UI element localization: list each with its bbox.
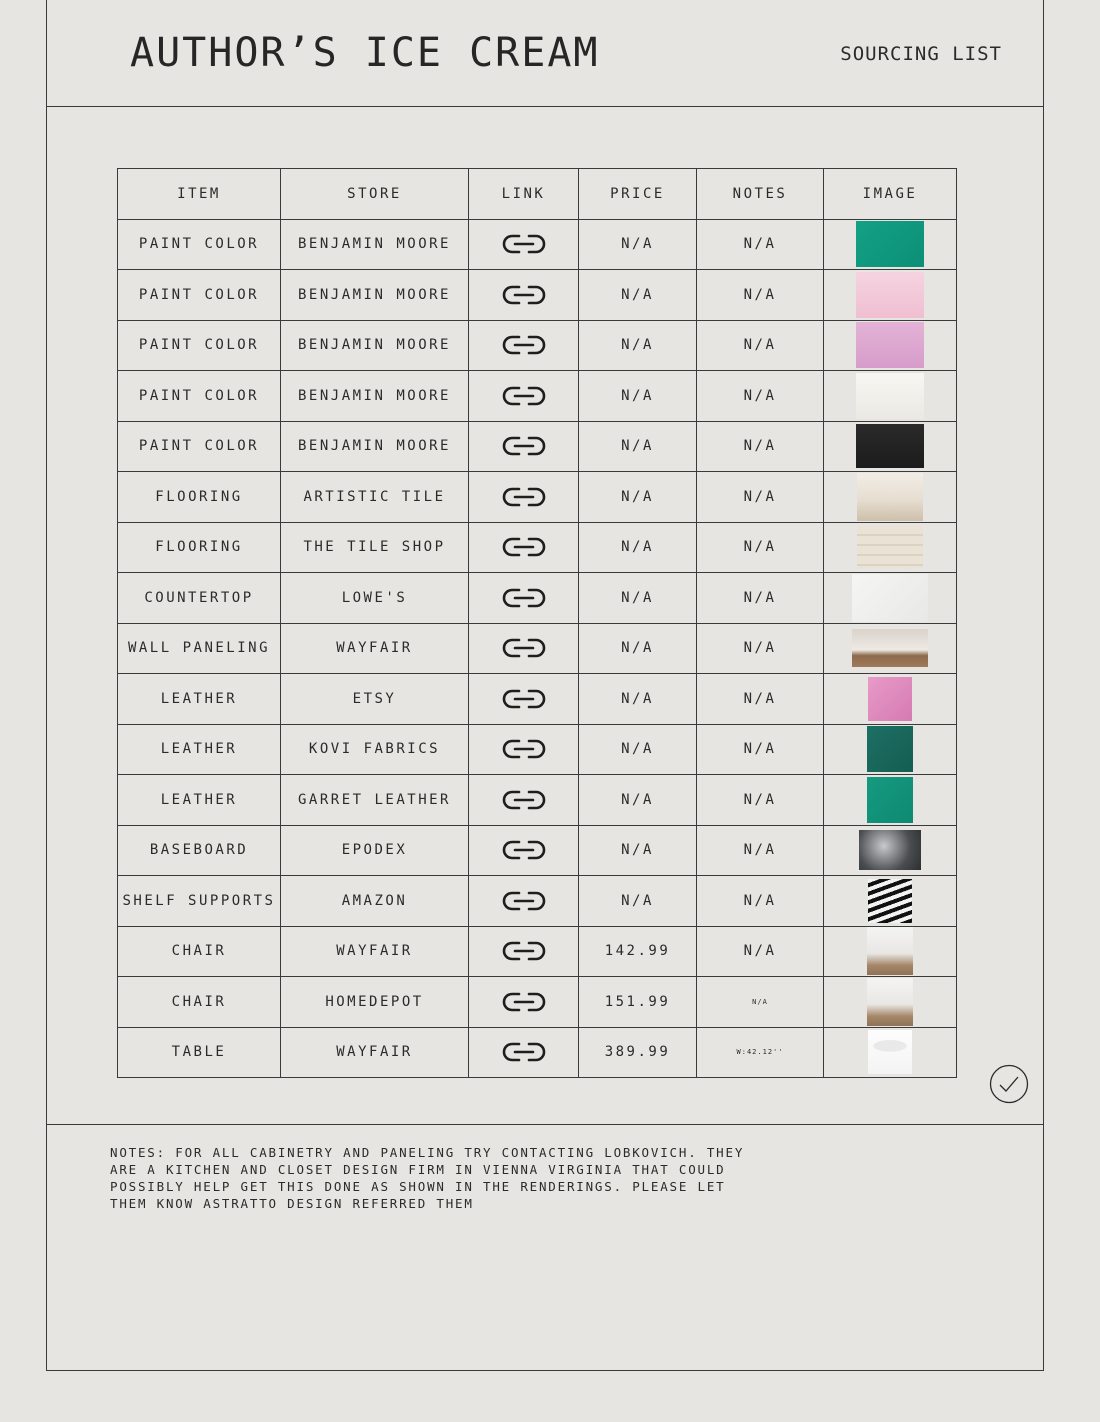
item-cell: LEATHER	[118, 674, 281, 725]
notes-cell: N/A	[697, 371, 824, 422]
pink-paint-swatch	[856, 322, 924, 368]
store-cell: HOMEDEPOT	[281, 977, 469, 1028]
table-row	[118, 724, 957, 775]
store-cell: BENJAMIN MOORE	[281, 371, 469, 422]
price-cell: N/A	[579, 219, 697, 270]
link-icon[interactable]	[501, 233, 547, 255]
notes-cell: N/A	[697, 219, 824, 270]
table-row	[118, 270, 957, 321]
link-icon[interactable]	[501, 486, 547, 508]
store-cell: AMAZON	[281, 876, 469, 927]
link-cell[interactable]	[469, 371, 579, 422]
image-cell	[824, 977, 957, 1028]
image-cell	[824, 825, 957, 876]
notes-cell: N/A	[697, 674, 824, 725]
link-icon[interactable]	[501, 435, 547, 457]
image-cell	[824, 775, 957, 826]
link-icon[interactable]	[501, 587, 547, 609]
wood-look-tile-photo	[857, 526, 923, 568]
table-row	[118, 977, 957, 1028]
item-cell: PAINT COLOR	[118, 270, 281, 321]
item-cell: BASEBOARD	[118, 825, 281, 876]
link-icon[interactable]	[501, 1041, 547, 1063]
table-row	[118, 320, 957, 371]
item-cell: PAINT COLOR	[118, 371, 281, 422]
price-cell: N/A	[579, 270, 697, 321]
link-cell[interactable]	[469, 825, 579, 876]
teal-paint-swatch	[856, 221, 924, 267]
column-header: IMAGE	[824, 169, 957, 220]
price-cell: N/A	[579, 876, 697, 927]
table-row	[118, 623, 957, 674]
price-cell: N/A	[579, 320, 697, 371]
page-subtitle: SOURCING LIST	[840, 43, 1002, 65]
item-cell: PAINT COLOR	[118, 219, 281, 270]
store-cell: THE TILE SHOP	[281, 522, 469, 573]
price-cell: N/A	[579, 421, 697, 472]
notes-cell: N/A	[697, 573, 824, 624]
white-chair-photo-2	[867, 978, 913, 1026]
link-icon[interactable]	[501, 940, 547, 962]
link-cell[interactable]	[469, 876, 579, 927]
table-row	[118, 573, 957, 624]
store-cell: WAYFAIR	[281, 623, 469, 674]
shelf-bracket-photo	[868, 879, 912, 923]
price-cell: N/A	[579, 674, 697, 725]
teal-leather-photo	[867, 777, 913, 823]
item-cell: COUNTERTOP	[118, 573, 281, 624]
notes-cell: N/A	[697, 472, 824, 523]
image-cell	[824, 876, 957, 927]
notes-cell: N/A	[697, 926, 824, 977]
table-row	[118, 1027, 957, 1078]
image-cell	[824, 320, 957, 371]
notes-cell: N/A	[697, 623, 824, 674]
link-icon[interactable]	[501, 789, 547, 811]
price-cell: 142.99	[579, 926, 697, 977]
link-cell[interactable]	[469, 775, 579, 826]
item-cell: WALL PANELING	[118, 623, 281, 674]
link-icon[interactable]	[501, 738, 547, 760]
column-header: LINK	[469, 169, 579, 220]
link-cell[interactable]	[469, 573, 579, 624]
page-title: AUTHOR’S ICE CREAM	[130, 30, 600, 76]
table-row	[118, 876, 957, 927]
item-cell: CHAIR	[118, 977, 281, 1028]
pink-leather-photo	[868, 677, 912, 721]
notes-cell: N/A	[697, 977, 824, 1028]
light-pink-paint-swatch	[856, 272, 924, 318]
image-cell	[824, 371, 957, 422]
link-cell[interactable]	[469, 472, 579, 523]
link-cell[interactable]	[469, 421, 579, 472]
store-cell: BENJAMIN MOORE	[281, 270, 469, 321]
link-cell[interactable]	[469, 320, 579, 371]
store-cell: EPODEX	[281, 825, 469, 876]
link-cell[interactable]	[469, 522, 579, 573]
image-cell	[824, 219, 957, 270]
link-cell[interactable]	[469, 1027, 579, 1078]
white-countertop-photo	[852, 574, 928, 622]
header-divider	[46, 106, 1044, 107]
link-cell[interactable]	[469, 270, 579, 321]
notes-cell: N/A	[697, 421, 824, 472]
store-cell: BENJAMIN MOORE	[281, 219, 469, 270]
link-icon[interactable]	[501, 284, 547, 306]
column-header: PRICE	[579, 169, 697, 220]
item-cell: LEATHER	[118, 775, 281, 826]
table-row	[118, 421, 957, 472]
notes-cell: N/A	[697, 825, 824, 876]
table-row	[118, 522, 957, 573]
white-paint-swatch	[856, 373, 924, 419]
table-header-row	[118, 169, 957, 220]
store-cell: ETSY	[281, 674, 469, 725]
link-icon[interactable]	[501, 991, 547, 1013]
notes-text: NOTES: FOR ALL CABINETRY AND PANELING TRY CONTACTING LOBKOVICH. THEY ARE A KITCHEN AND CLOSET DESIGN FIRM IN VIENNA VIRGINIA THAT COULD POSSIBLY HELP GET THIS DONE AS SHOWN IN THE RENDERINGS. PLEASE LET THEM KNOW ASTRATTO DESIGN REFERRED THEM	[110, 1145, 745, 1211]
store-cell: LOWE'S	[281, 573, 469, 624]
link-icon[interactable]	[501, 688, 547, 710]
link-icon[interactable]	[501, 536, 547, 558]
price-cell: N/A	[579, 623, 697, 674]
image-cell	[824, 472, 957, 523]
image-cell	[824, 724, 957, 775]
link-icon[interactable]	[501, 385, 547, 407]
table-row	[118, 926, 957, 977]
item-cell: PAINT COLOR	[118, 421, 281, 472]
table-row	[118, 219, 957, 270]
link-icon[interactable]	[501, 890, 547, 912]
item-cell: TABLE	[118, 1027, 281, 1078]
item-cell: PAINT COLOR	[118, 320, 281, 371]
link-cell[interactable]	[469, 674, 579, 725]
price-cell: 389.99	[579, 1027, 697, 1078]
notes-cell: N/A	[697, 876, 824, 927]
price-cell: N/A	[579, 371, 697, 422]
store-cell: BENJAMIN MOORE	[281, 421, 469, 472]
column-header: ITEM	[118, 169, 281, 220]
link-icon[interactable]	[501, 839, 547, 861]
price-cell: N/A	[579, 724, 697, 775]
price-cell: N/A	[579, 775, 697, 826]
notes-cell: N/A	[697, 320, 824, 371]
dark-teal-leather-photo	[867, 726, 913, 772]
link-cell[interactable]	[469, 623, 579, 674]
item-cell: CHAIR	[118, 926, 281, 977]
notes-cell: N/A	[697, 775, 824, 826]
image-cell	[824, 522, 957, 573]
item-cell: LEATHER	[118, 724, 281, 775]
price-cell: 151.99	[579, 977, 697, 1028]
store-cell: ARTISTIC TILE	[281, 472, 469, 523]
notes-cell: N/A	[697, 724, 824, 775]
column-header: STORE	[281, 169, 469, 220]
store-cell: WAYFAIR	[281, 926, 469, 977]
image-cell	[824, 674, 957, 725]
fluted-paneling-photo	[852, 629, 928, 667]
black-paint-swatch	[856, 424, 924, 468]
image-cell	[824, 1027, 957, 1078]
store-cell: BENJAMIN MOORE	[281, 320, 469, 371]
image-cell	[824, 926, 957, 977]
price-cell: N/A	[579, 472, 697, 523]
table-row	[118, 825, 957, 876]
link-cell[interactable]	[469, 926, 579, 977]
image-cell	[824, 270, 957, 321]
price-cell: N/A	[579, 573, 697, 624]
image-cell	[824, 623, 957, 674]
link-icon[interactable]	[501, 334, 547, 356]
image-cell	[824, 421, 957, 472]
tile-flooring-photo	[857, 473, 923, 521]
link-cell[interactable]	[469, 977, 579, 1028]
item-cell: FLOORING	[118, 472, 281, 523]
link-cell[interactable]	[469, 724, 579, 775]
item-cell: FLOORING	[118, 522, 281, 573]
check-circle-icon[interactable]	[989, 1064, 1029, 1104]
round-white-table-photo	[868, 1030, 912, 1074]
notes-cell: N/A	[697, 270, 824, 321]
white-chair-photo	[867, 927, 913, 975]
item-cell: SHELF SUPPORTS	[118, 876, 281, 927]
table-row	[118, 472, 957, 523]
table-row	[118, 775, 957, 826]
store-cell: GARRET LEATHER	[281, 775, 469, 826]
sourcing-table	[117, 168, 957, 1078]
store-cell: WAYFAIR	[281, 1027, 469, 1078]
table-row	[118, 371, 957, 422]
image-cell	[824, 573, 957, 624]
link-icon[interactable]	[501, 637, 547, 659]
column-header: NOTES	[697, 169, 824, 220]
price-cell: N/A	[579, 825, 697, 876]
notes-divider	[46, 1124, 1044, 1125]
table-row	[118, 674, 957, 725]
link-cell[interactable]	[469, 219, 579, 270]
notes-cell: N/A	[697, 522, 824, 573]
price-cell: N/A	[579, 522, 697, 573]
store-cell: KOVI FABRICS	[281, 724, 469, 775]
epoxy-baseboard-photo	[859, 830, 921, 870]
notes-cell: W:42.12''	[697, 1027, 824, 1078]
